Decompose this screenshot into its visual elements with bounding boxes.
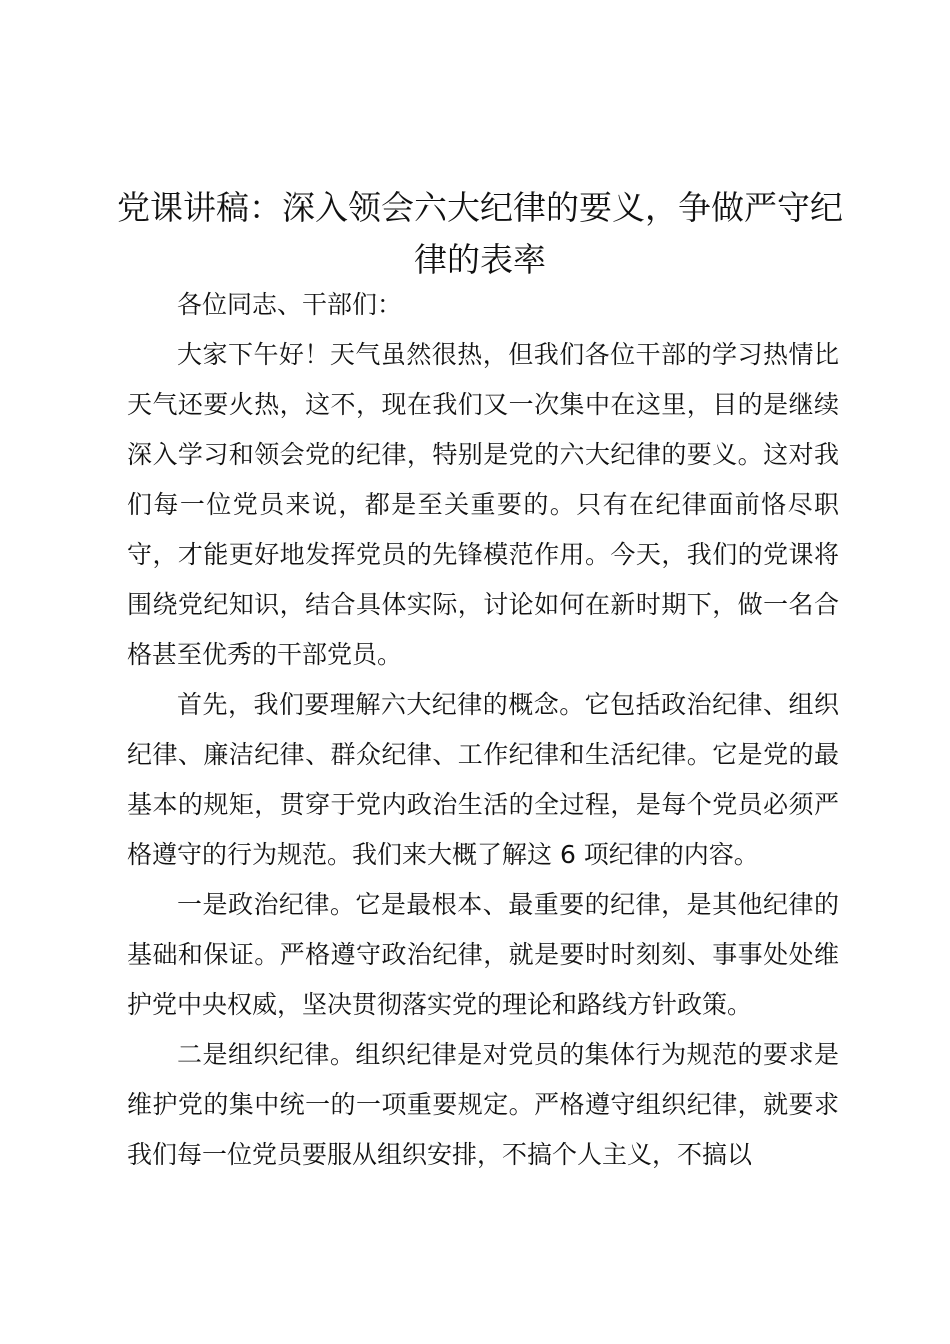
paragraph-six-disciplines: 首先，我们要理解六大纪律的概念。它包括政治纪律、组织纪律、廉洁纪律、群众纪律、工作纪律和生活纪律。它是党的最基本的规矩，贯穿于党内政治生活的全过程，是每个党员必须严格遵守的行为规范。我们来大概了解这 6 项纪律的内容。 [127,690,839,869]
paragraph-political-discipline: 一是政治纪律。它是最根本、最重要的纪律，是其他纪律的基础和保证。严格遵守政治纪律，就是要时时刻刻、事事处处维护党中央权威，坚决贯彻落实党的理论和路线方针政策。 [127,890,839,1019]
document-title: 党课讲稿：深入领会六大纪律的要义，争做严守纪律的表率 [117,188,843,279]
paragraph-opening: 大家下午好！天气虽然很热，但我们各位干部的学习热情比天气还要火热，这不，现在我们又一次集中在这里，目的是继续深入学习和领会党的纪律，特别是党的六大纪律的要义。这对我们每一位党员来说，都是至关重要的。只有在纪律面前恪尽职守，才能更好地发挥党员的先锋模范作用。今天，我们的党课将围绕党纪知识，结合具体实际，讨论如何在新时期下，做一名合格甚至优秀的干部党员。 [127,340,839,669]
paragraph-greeting: 各位同志、干部们： [177,290,403,319]
paragraph-organizational-discipline: 二是组织纪律。组织纪律是对党员的集体行为规范的要求是维护党的集中统一的一项重要规定。严格遵守组织纪律，就要求我们每一位党员要服从组织安排，不搞个人主义，不搞以 [127,1040,839,1169]
document-body [127,280,839,1180]
